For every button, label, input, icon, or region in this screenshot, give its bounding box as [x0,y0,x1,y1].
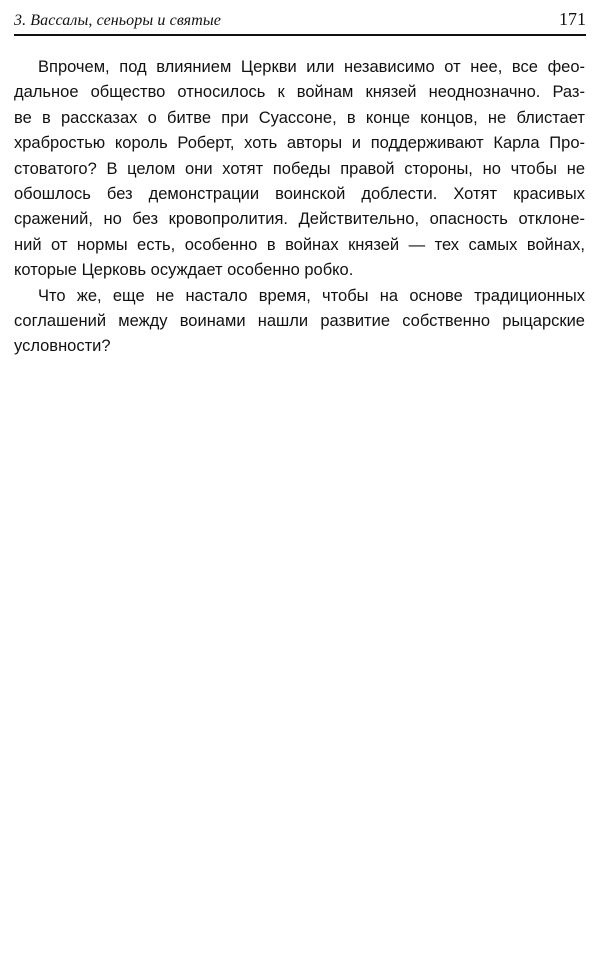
text-line: ний от нормы есть, особенно в войнах князей — тех самых войнах, [14,235,585,254]
text-line: сражений, но без кровопролития. Действительно, опасность отклоне- [14,210,585,229]
text-line: соглашений между воинами нашли развитие собственно рыцарские [14,312,585,331]
paragraph-2 [14,284,585,360]
running-head [14,6,586,36]
paragraph-1 [14,55,585,284]
page-number: 171 [559,9,586,29]
text-line: обошлось без демонстрации воинской доблести. Хотят красивых [14,185,585,204]
text-line: Впрочем, под влиянием Церкви или независимо от нее, все фео- [38,58,585,76]
text-line: Что же, еще не настало время, чтобы на основе традиционных [38,286,585,305]
text-line: условности? [14,337,111,356]
text-line: которые Церковь осуждает особенно робко. [14,261,354,280]
text-line: ве в рассказах о битве при Суассоне, в конце концов, не блистает [14,108,585,127]
text-line: дальное общество относилось к войнам князей неоднозначно. Раз- [14,83,585,102]
text-line: стоватого? В целом они хотят победы правой стороны, но чтобы не [14,159,585,178]
body-text [14,55,585,360]
section-title: 3. Вассалы, сеньоры и святые [14,12,221,29]
text-line: храбростью король Роберт, хоть авторы и поддерживают Карла Про- [14,134,585,153]
